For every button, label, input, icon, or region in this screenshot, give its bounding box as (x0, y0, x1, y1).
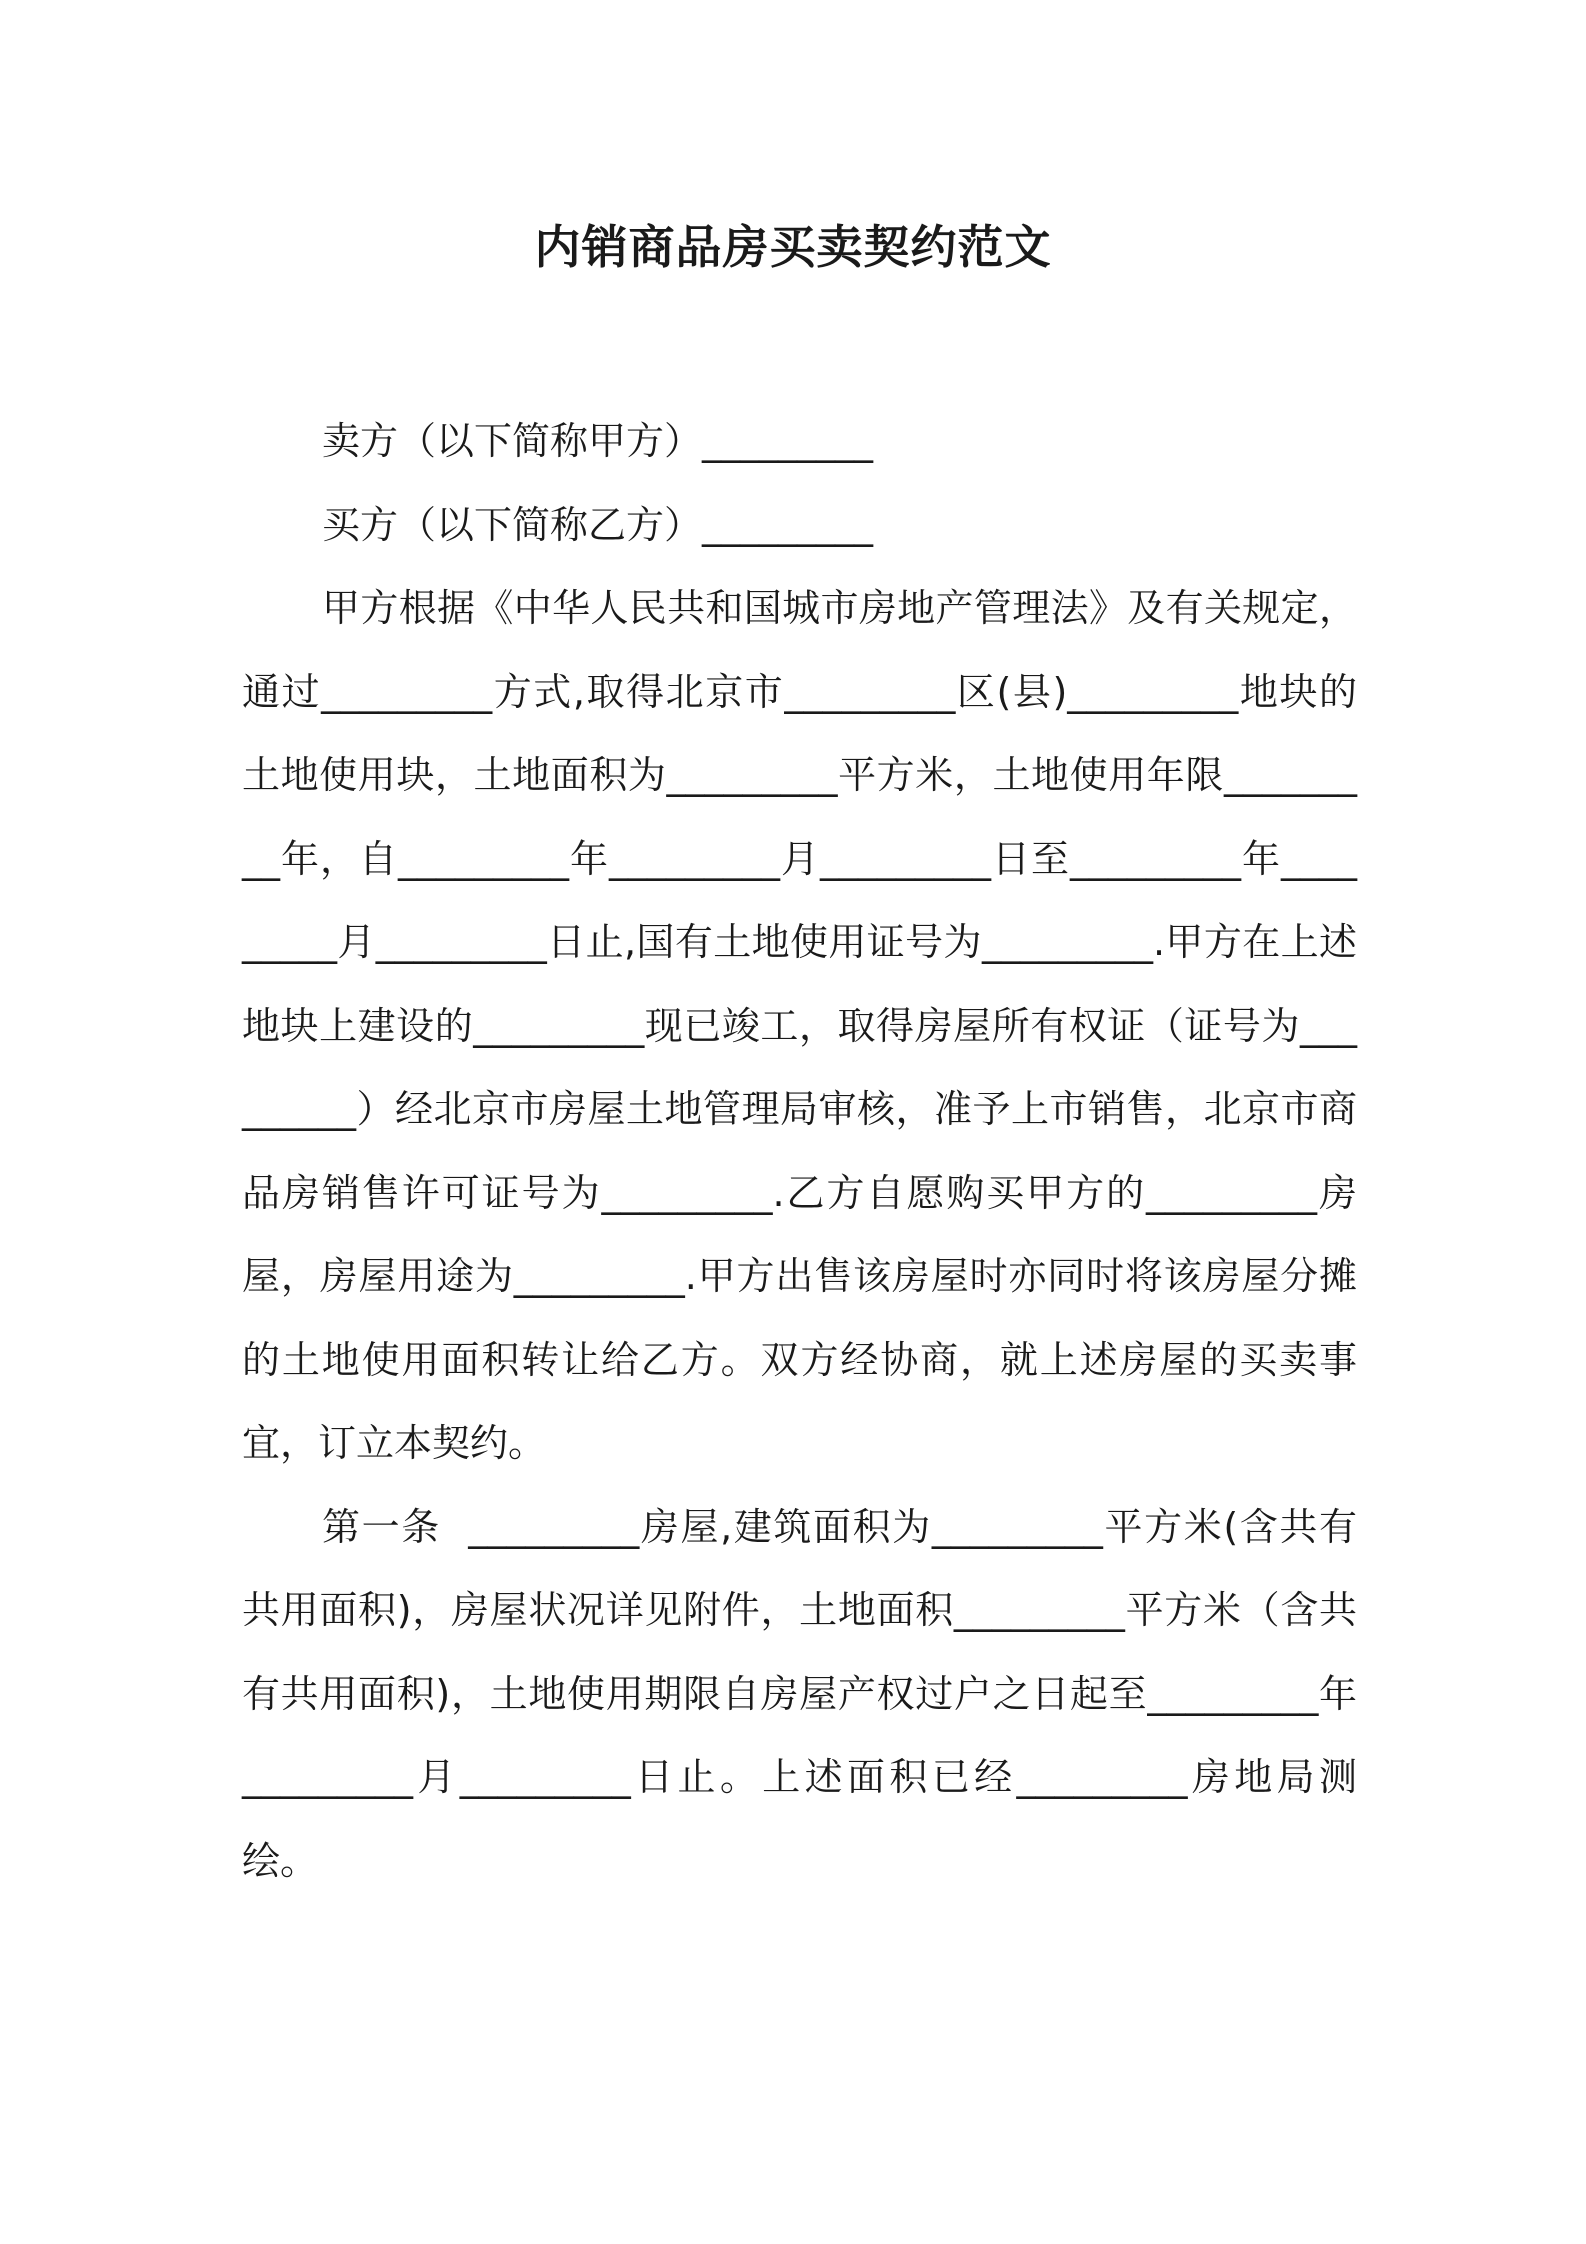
article-one-paragraph: 第一条 _________房屋,建筑面积为_________平方米(含共有共用面积)，房屋状况详见附件，土地面积_________平方米（含共有共用面积)，土地使用期限自房屋产权过户之日起至_________年_________月_________日止。上述面积已经_________房地局测绘。 (242, 1504, 1357, 1883)
buyer-line: 买方（以下简称乙方）_________ (322, 502, 874, 547)
seller-line: 卖方（以下简称甲方）_________ (322, 419, 874, 463)
preamble-paragraph: 甲方根据《中华人民共和国城市房地产管理法》及有关规定，通过_________方式,取得北京市_________区(县)_________地块的土地使用块，土地面积为_________平方米，土地使用年限_________年，自_________年_________月_________日至_________年_________月_________日止,国有土地使用证号为_________.甲方在上述地块上建设的_________现已竣工，取得房屋所有权证（证号为_________）经北京市房屋土地管理局审核，准予上市销售，北京市商品房销售许可证号为_________.乙方自愿购买甲方的_________房屋，房屋用途为_________.甲方出售该房屋时亦同时将该房屋分摊的土地使用面积转让给乙方。双方经协商，就上述房屋的买卖事宜，订立本契约。 (242, 586, 1357, 1465)
document-title: 内销商品房买卖契约范文 (534, 220, 1052, 274)
document-body (242, 400, 1357, 1903)
